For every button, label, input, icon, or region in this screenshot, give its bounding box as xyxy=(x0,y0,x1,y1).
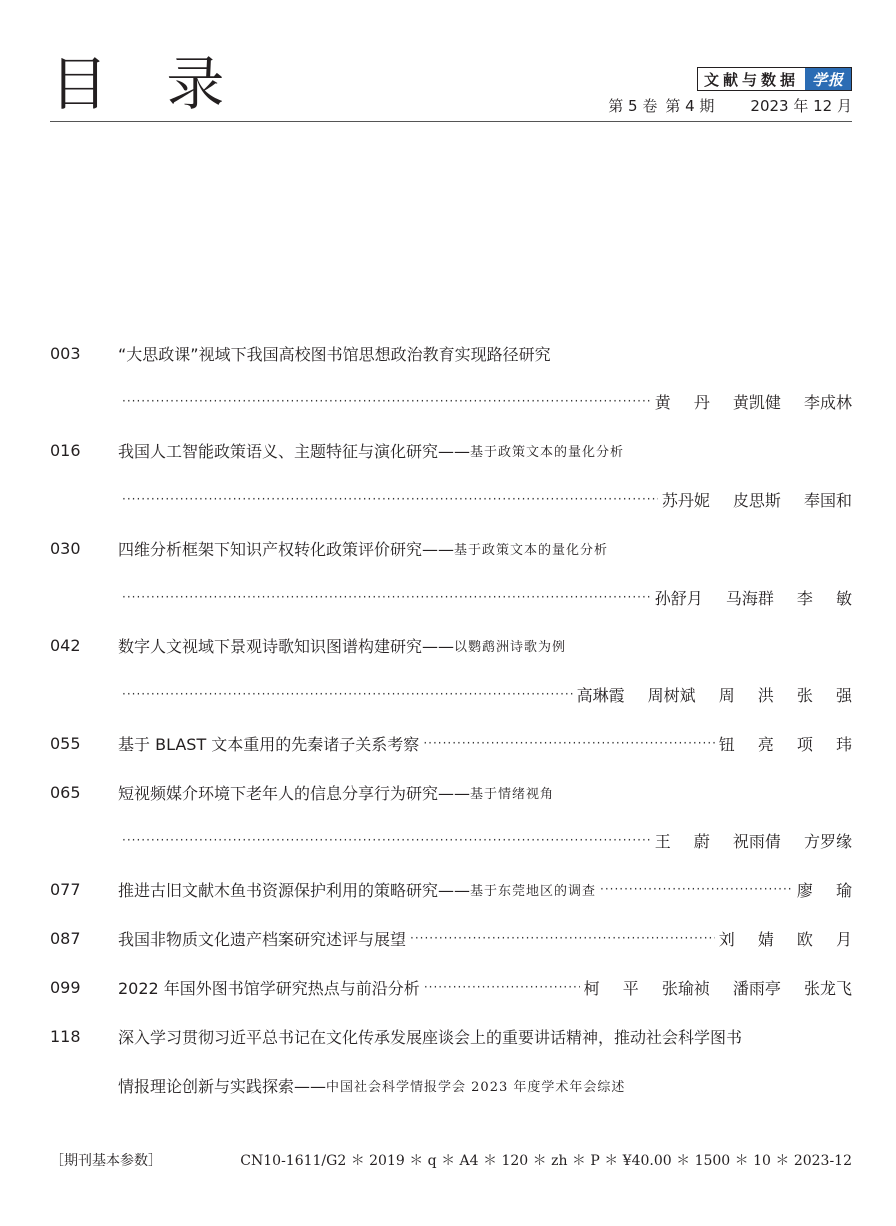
leader-dots xyxy=(424,980,580,994)
leader-dots xyxy=(122,590,651,604)
journal-name-box xyxy=(697,67,852,91)
toc-authors-030 xyxy=(50,584,852,610)
entry-subtitle: 基于东莞地区的调查 xyxy=(470,883,597,899)
toc-entry-118-cont[interactable] xyxy=(50,1072,852,1098)
page-number: 087 xyxy=(50,928,81,948)
page-number: 118 xyxy=(50,1026,81,1046)
entry-authors: 孙舒月 马海群 李 敏 xyxy=(654,588,852,608)
parameters-values: CN10-1611/G2 ＊ 2019 ＊ q ＊ A4 ＊ 120 ＊ zh ＊ P ＊ ¥40.00 ＊ 1500 ＊ 10 ＊ 2023-12 xyxy=(240,1153,852,1169)
leader-dots xyxy=(122,394,651,408)
toc-entry-016[interactable] xyxy=(50,437,852,463)
toc-entry-030[interactable] xyxy=(50,535,852,561)
issue-date: 2023 年 12 月 xyxy=(750,97,852,115)
toc-authors-042 xyxy=(50,681,852,707)
toc-entry-055[interactable] xyxy=(50,730,852,756)
toc-entry-118[interactable] xyxy=(50,1023,852,1049)
entry-subtitle: 以鹦鹉洲诗歌为例 xyxy=(454,639,567,655)
entry-title[interactable]: 深入学习贯彻习近平总书记在文化传承发展座谈会上的重要讲话精神，推动社会科学图书 xyxy=(118,1027,743,1047)
entry-authors: 黄 丹 黄凯健 李成林 xyxy=(654,392,852,412)
toc-entry-042[interactable] xyxy=(50,632,852,658)
toc-authors-065 xyxy=(50,827,852,853)
entry-title[interactable]: 四维分析框架下知识产权转化政策评价研究—— xyxy=(118,539,455,559)
entry-subtitle: 中国社会科学情报学会 2023 年度学术年会综述 xyxy=(326,1079,626,1095)
entry-title[interactable]: 数字人文视域下景观诗歌知识图谱构建研究—— xyxy=(118,636,455,656)
journal-parameters xyxy=(50,1150,852,1170)
toc-entry-087[interactable] xyxy=(50,925,852,951)
entry-title-continued[interactable]: 情报理论创新与实践探索—— xyxy=(118,1076,327,1096)
leader-dots xyxy=(122,687,573,701)
page-number: 055 xyxy=(50,733,81,753)
parameters-label: ［期刊基本参数］ xyxy=(50,1153,162,1169)
journal-badge: 学报 xyxy=(805,68,851,90)
leader-dots xyxy=(122,492,658,506)
entry-title[interactable]: 推进古旧文献木鱼书资源保护利用的策略研究—— xyxy=(118,880,471,900)
entry-title[interactable]: “大思政课”视域下我国高校图书馆思想政治教育实现路径研究 xyxy=(118,344,551,364)
page-number: 042 xyxy=(50,635,81,655)
entry-subtitle: 基于情绪视角 xyxy=(470,786,555,802)
leader-dots xyxy=(423,736,714,750)
toc-authors-016 xyxy=(50,486,852,512)
entry-title[interactable]: 我国非物质文化遗产档案研究述评与展望 xyxy=(118,929,407,949)
toc-entry-099[interactable] xyxy=(50,974,852,1000)
entry-title[interactable]: 短视频媒介环境下老年人的信息分享行为研究—— xyxy=(118,783,471,803)
entry-authors: 柯 平 张瑜祯 潘雨亭 张龙飞 xyxy=(583,978,852,998)
entry-title[interactable]: 我国人工智能政策语义、主题特征与演化研究—— xyxy=(118,441,471,461)
page-number: 003 xyxy=(50,343,81,363)
issue: 第 4 期 xyxy=(665,97,715,115)
toc-entry-065[interactable] xyxy=(50,779,852,805)
toc-entry-077[interactable] xyxy=(50,876,852,902)
header-rule xyxy=(50,121,852,122)
page-number: 099 xyxy=(50,977,81,997)
issue-info xyxy=(608,95,852,116)
entry-authors: 廖 瑜 xyxy=(796,880,852,900)
leader-dots xyxy=(122,833,651,847)
entry-authors: 苏丹妮 皮思斯 奉国和 xyxy=(661,490,852,510)
page-number: 030 xyxy=(50,538,81,558)
page-number: 016 xyxy=(50,440,81,460)
entry-title[interactable]: 2022 年国外图书馆学研究热点与前沿分析 xyxy=(118,978,420,998)
toc-entry-003[interactable] xyxy=(50,340,852,366)
entry-subtitle: 基于政策文本的量化分析 xyxy=(470,444,625,460)
journal-name: 文献与数据 xyxy=(703,70,799,89)
page-number: 077 xyxy=(50,879,81,899)
leader-dots xyxy=(410,931,715,945)
toc-authors-003 xyxy=(50,388,852,414)
entry-title[interactable]: 基于 BLAST 文本重用的先秦诸子关系考察 xyxy=(118,734,420,754)
entry-subtitle: 基于政策文本的量化分析 xyxy=(454,542,609,558)
entry-authors: 王 蔚 祝雨倩 方罗缘 xyxy=(654,831,852,851)
entry-authors: 钮 亮 项 玮 xyxy=(718,734,852,754)
entry-authors: 刘 婧 欧 月 xyxy=(718,929,852,949)
page-number: 065 xyxy=(50,782,81,802)
page-title: 目 录 xyxy=(50,50,245,118)
entry-authors: 高琳霞 周树斌 周 洪 张 强 xyxy=(576,685,852,705)
leader-dots xyxy=(600,882,793,896)
volume: 第 5 卷 xyxy=(608,97,658,115)
